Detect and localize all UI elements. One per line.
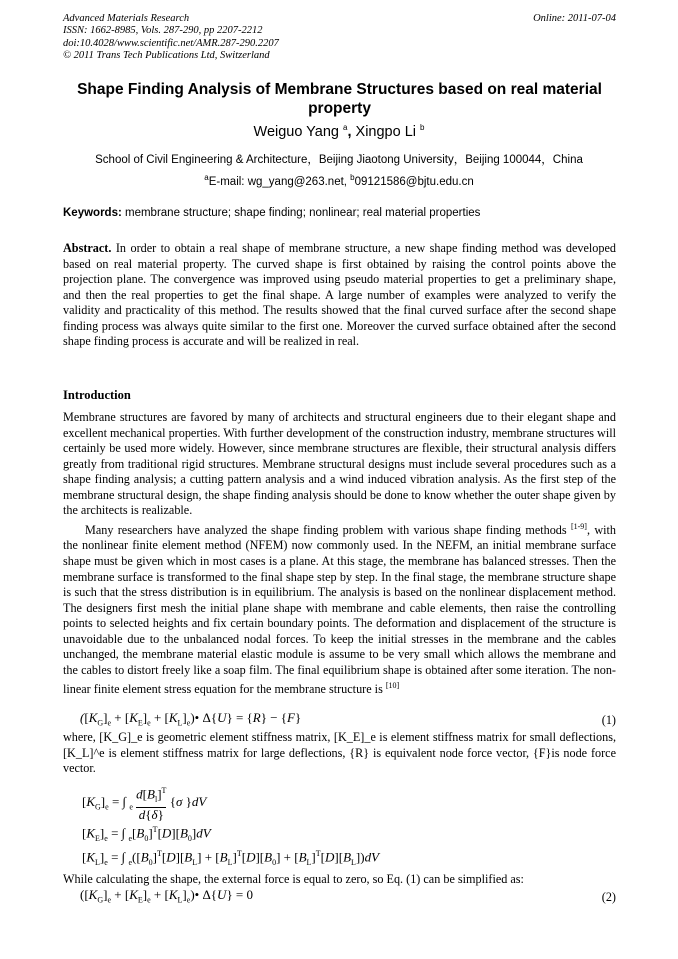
issn: ISSN: 1662-8985, Vols. 287-290, pp 2207-2212 <box>63 25 263 37</box>
email-sup-a: a <box>204 173 209 182</box>
introduction-body <box>63 410 616 698</box>
equation-kg: $[K_G]_e$ = ∫ $_e$ $\frac{d[B_l]^T}{d\{\delta\}}$ {σ }dV <box>82 786 207 822</box>
author-separator: , <box>347 123 352 140</box>
keywords-text: membrane structure; shape finding; nonlinear; real material properties <box>121 207 481 219</box>
email-b[interactable]: 09121586@bjtu.edu.cn <box>354 175 474 188</box>
equation-1-explanation: where, [K_G]_e is geometric element stiffness matrix, [K_E]_e is element stiffness matrix for small deflections,[K_L]^e is element stiffness matrix for large deflections, {R} is equivalent node force vector, {F}is node force vector. <box>63 730 616 776</box>
intro-paragraph-1: Membrane structures are favored by many of architects and structural engineers due to their elegant shape and excellent mechanical properties. With further development of the construction industry, membrane structures will certainly be used more widely. However, since membrane structures are flexible, their structural analysis differs greatly from traditional rigid structures. Membrane structural designs must include several procedures such as a shape finding analysis; a cutting pattern analysis and a wind induced vibration analysis. As the first step of the membrane structural design, the shape finding analysis should be done to know whether the outer shape given by the architects is realizable. <box>63 410 616 518</box>
equation-2-number: (2) <box>601 890 616 904</box>
citation-1-9[interactable]: [1-9] <box>570 521 587 531</box>
equation-kl: $[K_L]_e$ = ∫ $_e([B_0]^T[D][B_L] + [B_L]^T[D][B_0] + [B_L]^T[D][B_L])dV$ <box>82 849 380 867</box>
simplify-text: While calculating the shape, the external force is equal to zero, so Eq. (1) can be simplified as: <box>63 872 524 886</box>
journal-header <box>63 13 616 62</box>
abstract-label: Abstract. <box>63 241 112 255</box>
abstract <box>63 241 616 350</box>
journal-name: Advanced Materials Research <box>63 13 190 24</box>
intro-p2-part-a: Many researchers have analyzed the shape finding problem with various shape finding methods <box>85 522 571 537</box>
intro-p2-part-b: , with the nonlinear finite element method (NFEM) now commonly used. In the NEFM, an initial membrane surface shape must be given which in most cases is a plane. At this stage, the membrane has balanced stresses. Then the membrane surface is transformed to the final shape step by step. In the final stage, the membrane structure shape is such that the stress distribution is in equilibrium. The analysis is based on the nonlinear displacement method. The designers first mesh the initial plane shape with membrane and cable elements, then raise the controlling points to selected heights and fix certain boundary points. The deformation and displacement of the structure is unavoidable due to the unbalanced nodal forces. To keep the initial stresses in the membrane and the cables unchanged, the membrane material elastic module is assume to be very small which allows the membrane and the cables to distort freely like a soap film. The final equilibrium shape is obtained after some iteration. The non-linear finite element stress equation for the membrane structure is <box>63 522 617 697</box>
email-sup-b: b <box>350 173 355 182</box>
email-line <box>0 173 678 188</box>
online-date: Online: 2011-07-04 <box>533 13 616 24</box>
author-1: Weiguo Yang <box>253 123 339 140</box>
doi: doi:10.4028/www.scientific.net/AMR.287-290.2207 <box>63 37 279 49</box>
keywords <box>63 207 616 219</box>
citation-10[interactable]: [10] <box>385 681 400 691</box>
intro-paragraph-2 <box>63 519 616 698</box>
author-2-affil: b <box>420 123 425 132</box>
author-2: Xingpo Li <box>355 123 416 140</box>
keywords-label: Keywords: <box>63 207 122 219</box>
affiliation: School of Civil Engineering & Architecture，Beijing Jiaotong University，Beijing 100044，China <box>95 154 583 166</box>
email-label: E-mail: <box>208 175 248 188</box>
abstract-text: In order to obtain a real shape of membrane structure, a new shape finding method was developed based on real material property. The curved shape is first obtained by raising the control points above the projection plane. The convergence was improved using pseudo material properties to get a preliminary shape, and then the real properties to get the final shape. A large number of examples were analyzed to verify the validity and practicality of this method. The results showed that the final curved surface after the second shape finding process was always quite similar to the first one. Moreover the curved surface obtained after the second shape finding process is accurate and will be realized in real. <box>63 241 616 349</box>
email-a[interactable]: wg_yang@263.net, <box>247 175 351 188</box>
copyright: © 2011 Trans Tech Publications Ltd, Switzerland <box>63 49 270 61</box>
equation-ke: $[K_E]_e$ = ∫ $_e[B_0]^T[D][B_0]dV$ <box>82 825 211 843</box>
authors <box>0 123 678 140</box>
section-heading-introduction: Introduction <box>63 388 131 402</box>
author-1-affil: a <box>343 123 348 132</box>
equation-1-number: (1) <box>601 713 616 727</box>
paper-title: Shape Finding Analysis of Membrane Structures based on real material property <box>77 81 602 117</box>
equation-2: ($[K_G]_e + [K_E]_e$ + $[K_L]_e)•$ Δ{U} = 0 <box>80 887 254 905</box>
equation-1: ($[K_G]_e + [K_E]_e$ + $[K_L]_e)•$ Δ{U} = {R} − {F} <box>80 710 302 728</box>
